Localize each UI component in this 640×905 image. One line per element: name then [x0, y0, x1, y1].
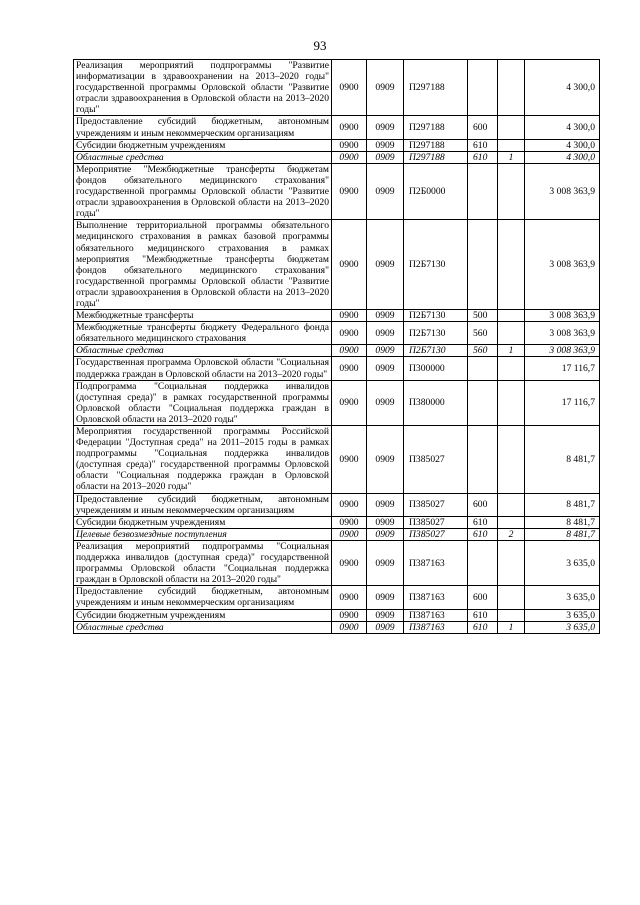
funding-source-code [498, 310, 525, 322]
target-article-code: П385027 [404, 516, 468, 528]
section-code: 0909 [367, 493, 404, 516]
amount: 3 008 363,9 [525, 220, 600, 310]
amount: 3 008 363,9 [525, 310, 600, 322]
target-article-code: П2Б7130 [404, 345, 468, 357]
amount: 8 481,7 [525, 528, 600, 540]
table-row [74, 151, 600, 163]
table-row [74, 493, 600, 516]
section-code: 0909 [367, 609, 404, 621]
ministry-code: 0900 [332, 621, 367, 633]
amount: 3 008 363,9 [525, 163, 600, 219]
amount: 17 116,7 [525, 380, 600, 425]
section-code: 0909 [367, 151, 404, 163]
row-description: Субсидии бюджетным учреждениям [74, 516, 332, 528]
ministry-code: 0900 [332, 609, 367, 621]
table-row [74, 540, 600, 585]
table-row [74, 220, 600, 310]
expense-type-code: 610 [468, 528, 498, 540]
table-row [74, 322, 600, 345]
funding-source-code [498, 139, 525, 151]
ministry-code: 0900 [332, 357, 367, 380]
row-description: Выполнение территориальной программы обязательного медицинского страхования в рамках базовой программы обязательного медицинского страхования в рамках мероприятия "Межбюджетные трансферты бюджетам фондов обязательного медицинского страхования" государственной программы Орловской области "Развитие отрасли здравоохранения в Орловской области на 2013–2020 годы" [74, 220, 332, 310]
ministry-code: 0900 [332, 586, 367, 609]
table-row [74, 426, 600, 494]
target-article-code: П2Б0000 [404, 163, 468, 219]
funding-source-code [498, 322, 525, 345]
table-body [74, 60, 600, 634]
target-article-code: П387163 [404, 586, 468, 609]
ministry-code: 0900 [332, 151, 367, 163]
row-description: Целевые безвозмездные поступления [74, 528, 332, 540]
ministry-code: 0900 [332, 139, 367, 151]
section-code: 0909 [367, 621, 404, 633]
expense-type-code [468, 60, 498, 116]
target-article-code: П385027 [404, 426, 468, 494]
funding-source-code [498, 493, 525, 516]
funding-source-code [498, 426, 525, 494]
table-row [74, 345, 600, 357]
ministry-code: 0900 [332, 116, 367, 139]
amount: 4 300,0 [525, 151, 600, 163]
expense-type-code: 610 [468, 621, 498, 633]
funding-source-code [498, 516, 525, 528]
row-description: Межбюджетные трансферты [74, 310, 332, 322]
funding-source-code [498, 540, 525, 585]
table-row [74, 310, 600, 322]
table-row [74, 516, 600, 528]
expense-type-code [468, 380, 498, 425]
target-article-code: П385027 [404, 528, 468, 540]
section-code: 0909 [367, 426, 404, 494]
section-code: 0909 [367, 139, 404, 151]
section-code: 0909 [367, 345, 404, 357]
funding-source-code [498, 609, 525, 621]
ministry-code: 0900 [332, 163, 367, 219]
amount: 4 300,0 [525, 116, 600, 139]
ministry-code: 0900 [332, 322, 367, 345]
funding-source-code [498, 357, 525, 380]
ministry-code: 0900 [332, 310, 367, 322]
target-article-code: П2Б7130 [404, 220, 468, 310]
table-row [74, 139, 600, 151]
expense-type-code [468, 357, 498, 380]
table-row [74, 609, 600, 621]
ministry-code: 0900 [332, 540, 367, 585]
expense-type-code: 560 [468, 322, 498, 345]
section-code: 0909 [367, 380, 404, 425]
target-article-code: П380000 [404, 380, 468, 425]
row-description: Мероприятия государственной программы Российской Федерации "Доступная среда" на 2011–2015 годы в рамках подпрограммы "Социальная поддержка инвалидов (доступная среда)" государственной программы Орловской области "Социальная поддержка граждан в Орловской области на 2013–2020 годы" [74, 426, 332, 494]
ministry-code: 0900 [332, 380, 367, 425]
expense-type-code [468, 220, 498, 310]
ministry-code: 0900 [332, 220, 367, 310]
row-description: Мероприятие "Межбюджетные трансферты бюджетам фондов обязательного медицинского страхования" государственной программы Орловской области "Развитие отрасли здравоохранения в Орловской области на 2013–2020 годы" [74, 163, 332, 219]
table-row [74, 380, 600, 425]
funding-source-code [498, 116, 525, 139]
funding-source-code: 1 [498, 151, 525, 163]
expense-type-code: 600 [468, 493, 498, 516]
funding-source-code [498, 60, 525, 116]
target-article-code: П387163 [404, 621, 468, 633]
funding-source-code: 2 [498, 528, 525, 540]
expense-type-code: 560 [468, 345, 498, 357]
ministry-code: 0900 [332, 426, 367, 494]
page-number: 93 [313, 38, 327, 53]
section-code: 0909 [367, 163, 404, 219]
amount: 8 481,7 [525, 516, 600, 528]
table-row [74, 586, 600, 609]
funding-source-code [498, 380, 525, 425]
target-article-code: П300000 [404, 357, 468, 380]
ministry-code: 0900 [332, 345, 367, 357]
target-article-code: П297188 [404, 60, 468, 116]
table-row [74, 357, 600, 380]
target-article-code: П297188 [404, 151, 468, 163]
target-article-code: П387163 [404, 609, 468, 621]
expense-type-code: 610 [468, 609, 498, 621]
amount: 3 635,0 [525, 540, 600, 585]
section-code: 0909 [367, 60, 404, 116]
amount: 8 481,7 [525, 426, 600, 494]
budget-table [73, 59, 600, 634]
row-description: Предоставление субсидий бюджетным, автономным учреждениям и иным некоммерческим организациям [74, 586, 332, 609]
table-row [74, 163, 600, 219]
row-description: Межбюджетные трансферты бюджету Федерального фонда обязательного медицинского страхования [74, 322, 332, 345]
ministry-code: 0900 [332, 528, 367, 540]
funding-source-code: 1 [498, 345, 525, 357]
amount: 3 635,0 [525, 609, 600, 621]
section-code: 0909 [367, 220, 404, 310]
section-code: 0909 [367, 310, 404, 322]
expense-type-code: 610 [468, 151, 498, 163]
expense-type-code: 610 [468, 139, 498, 151]
target-article-code: П385027 [404, 493, 468, 516]
expense-type-code: 600 [468, 116, 498, 139]
expense-type-code: 500 [468, 310, 498, 322]
table-row [74, 116, 600, 139]
ministry-code: 0900 [332, 60, 367, 116]
row-description: Субсидии бюджетным учреждениям [74, 609, 332, 621]
row-description: Реализация мероприятий подпрограммы "Развитие информатизации в здравоохранении на 2013–2020 годы" государственной программы Орловской области "Развитие отрасли здравоохранения в Орловской области на 2013–2020 годы" [74, 60, 332, 116]
target-article-code: П297188 [404, 139, 468, 151]
target-article-code: П297188 [404, 116, 468, 139]
amount: 3 008 363,9 [525, 322, 600, 345]
target-article-code: П2Б7130 [404, 322, 468, 345]
row-description: Областные средства [74, 621, 332, 633]
row-description: Областные средства [74, 345, 332, 357]
row-description: Подпрограмма "Социальная поддержка инвалидов (доступная среда)" в рамках государственной программы Орловской области "Социальная поддержка граждан в Орловской области на 2013–2020 годы" [74, 380, 332, 425]
funding-source-code [498, 220, 525, 310]
row-description: Государственная программа Орловской области "Социальная поддержка граждан в Орловской области на 2013–2020 годы" [74, 357, 332, 380]
section-code: 0909 [367, 516, 404, 528]
section-code: 0909 [367, 116, 404, 139]
amount: 8 481,7 [525, 493, 600, 516]
target-article-code: П387163 [404, 540, 468, 585]
target-article-code: П2Б7130 [404, 310, 468, 322]
section-code: 0909 [367, 322, 404, 345]
row-description: Предоставление субсидий бюджетным, автономным учреждениям и иным некоммерческим организациям [74, 493, 332, 516]
row-description: Реализация мероприятий подпрограммы "Социальная поддержка инвалидов (доступная среда)" государственной программы Орловской области "Социальная поддержка граждан в Орловской области на 2013–2020 годы" [74, 540, 332, 585]
expense-type-code [468, 540, 498, 585]
funding-source-code [498, 163, 525, 219]
table-row [74, 528, 600, 540]
row-description: Субсидии бюджетным учреждениям [74, 139, 332, 151]
section-code: 0909 [367, 540, 404, 585]
expense-type-code: 610 [468, 516, 498, 528]
funding-source-code: 1 [498, 621, 525, 633]
section-code: 0909 [367, 357, 404, 380]
amount: 3 008 363,9 [525, 345, 600, 357]
funding-source-code [498, 586, 525, 609]
section-code: 0909 [367, 528, 404, 540]
expense-type-code [468, 163, 498, 219]
expense-type-code: 600 [468, 586, 498, 609]
table-row [74, 621, 600, 633]
amount: 4 300,0 [525, 139, 600, 151]
amount: 3 635,0 [525, 621, 600, 633]
amount: 4 300,0 [525, 60, 600, 116]
ministry-code: 0900 [332, 516, 367, 528]
expense-type-code [468, 426, 498, 494]
section-code: 0909 [367, 586, 404, 609]
row-description: Предоставление субсидий бюджетным, автономным учреждениям и иным некоммерческим организациям [74, 116, 332, 139]
amount: 3 635,0 [525, 586, 600, 609]
amount: 17 116,7 [525, 357, 600, 380]
table-row [74, 60, 600, 116]
row-description: Областные средства [74, 151, 332, 163]
ministry-code: 0900 [332, 493, 367, 516]
